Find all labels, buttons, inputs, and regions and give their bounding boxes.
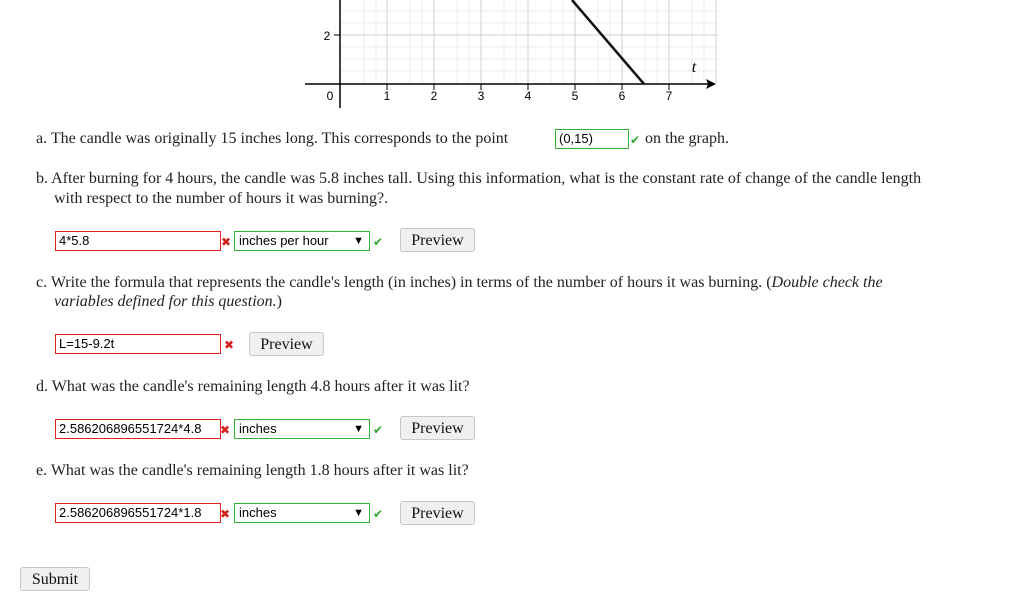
x-tick-label: 2: [430, 89, 438, 103]
x-icon: ✖: [220, 423, 231, 437]
check-icon: ✔: [373, 507, 384, 521]
part-c-text: c. Write the formula that represents the candle's length (in inches) in terms of the number of hours it was burning. (: [36, 274, 772, 291]
grid-lines: [340, 0, 718, 84]
x-tick-label: 1: [383, 89, 391, 103]
part-a-point-input[interactable]: (0,15): [555, 129, 629, 149]
part-b-preview-button[interactable]: Preview: [400, 228, 475, 252]
part-e-unit-select[interactable]: [234, 503, 370, 523]
x-icon: ✖: [224, 338, 235, 352]
x-icon: ✖: [221, 235, 232, 249]
x-tick-label: 4: [524, 89, 532, 103]
x-tick-label: 3: [477, 89, 485, 103]
check-icon: ✔: [630, 133, 641, 147]
part-c-formula-input[interactable]: L=15-9.2t: [55, 334, 221, 354]
part-d-length-input[interactable]: 2.586206896551724*4.8: [55, 419, 221, 439]
part-c-italic-2: variables defined for this question.: [54, 293, 277, 310]
check-icon: ✔: [373, 423, 384, 437]
x-icon: ✖: [220, 507, 231, 521]
part-b-unit-select[interactable]: [234, 231, 370, 251]
submit-button[interactable]: Submit: [20, 567, 90, 591]
chevron-down-icon: ▼: [353, 507, 364, 519]
chevron-down-icon: ▼: [353, 423, 364, 435]
part-c-italic-1: Double check the: [771, 274, 883, 291]
y-tick-label: 2: [323, 29, 331, 43]
check-icon: ✔: [373, 235, 384, 249]
chevron-down-icon: ▼: [353, 235, 364, 247]
part-e-question: e. What was the candle's remaining length 1.8 hours after it was lit?: [36, 462, 469, 479]
part-b-question-line-2: with respect to the number of hours it was burning?.: [54, 190, 389, 207]
part-a-suffix: on the graph.: [645, 130, 729, 147]
part-b-rate-input[interactable]: 4*5.8: [55, 231, 221, 251]
x-tick-label: 5: [571, 89, 579, 103]
part-a-text: a. The candle was originally 15 inches long. This corresponds to the point: [36, 130, 509, 147]
part-c-question-line-1: [36, 273, 883, 293]
part-b-question-line-1: b. After burning for 4 hours, the candle was 5.8 inches tall. Using this information, what is the constant rate of change of the candle length: [36, 170, 922, 187]
tick-marks: [334, 35, 669, 90]
graph: [300, 0, 730, 110]
part-d-preview-button[interactable]: Preview: [400, 416, 475, 440]
origin-label: 0: [326, 89, 334, 103]
part-e-unit-value: inches: [239, 505, 277, 520]
part-e-preview-button[interactable]: Preview: [400, 501, 475, 525]
part-d-unit-select[interactable]: [234, 419, 370, 439]
part-c-preview-button[interactable]: Preview: [249, 332, 324, 356]
part-c-close-paren: ): [276, 293, 282, 310]
part-a-question: [36, 129, 508, 149]
part-c-question-line-2: [54, 292, 282, 312]
part-e-length-input[interactable]: 2.586206896551724*1.8: [55, 503, 221, 523]
part-d-unit-value: inches: [239, 421, 277, 436]
part-b-unit-value: inches per hour: [239, 233, 329, 248]
x-tick-label: 7: [665, 89, 673, 103]
t-axis-label: t: [691, 59, 697, 76]
part-d-question: d. What was the candle's remaining length 4.8 hours after it was lit?: [36, 378, 470, 395]
x-tick-label: 6: [618, 89, 626, 103]
